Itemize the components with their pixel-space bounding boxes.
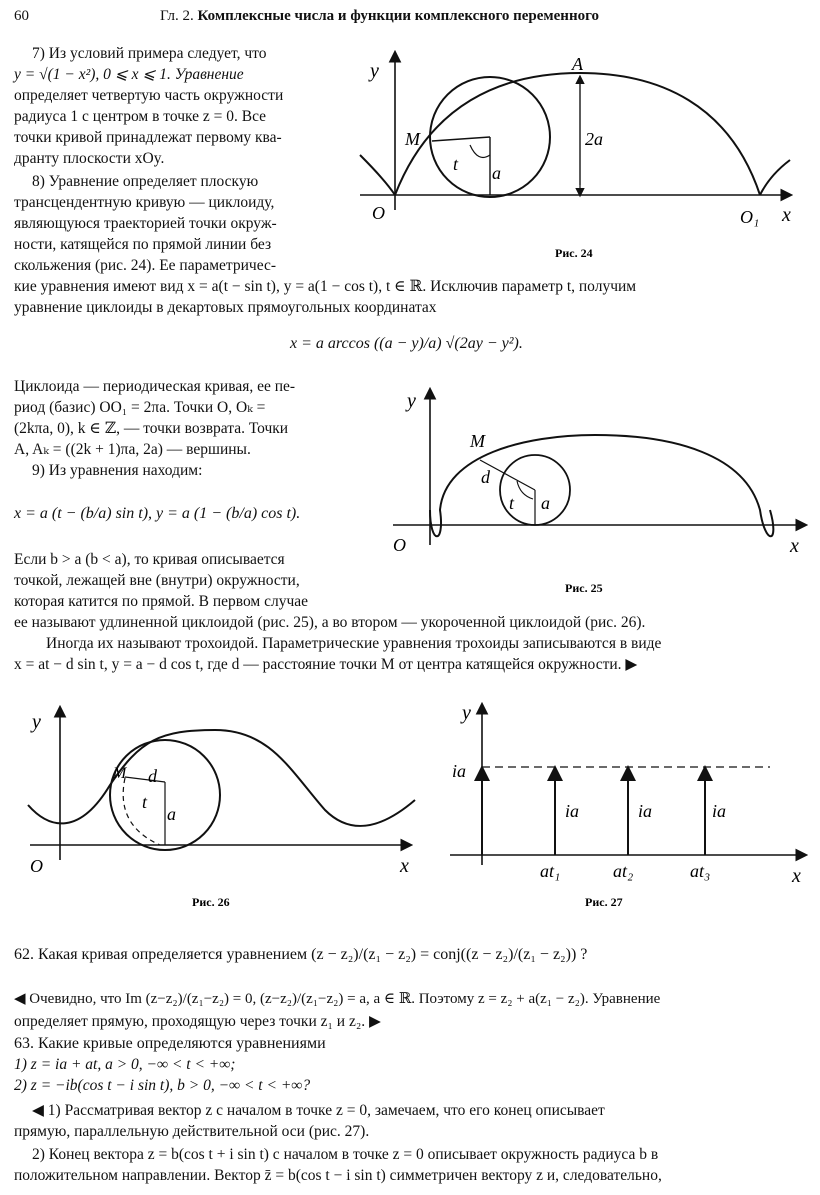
fig24-x-label: x [782, 204, 791, 226]
text-line: скольжения (рис. 24). Ее параметричес- [14, 257, 277, 274]
figure-25 [385, 385, 810, 600]
text-line: уравнение циклоиды в декартовых прямоугольных координатах [14, 299, 437, 316]
text-line: A, Aₖ = ((2k + 1)πa, 2a) — вершины. [14, 441, 251, 458]
fig25-a-label: a [541, 493, 550, 513]
text-line: точкой, лежащей вне (внутри) окружности, [14, 572, 300, 589]
fig24-caption: Рис. 24 [555, 246, 593, 260]
formula-trochoid: x = a (t − (b/a) sin t), y = a (1 − (b/a) cos t). [14, 505, 301, 522]
text-line: y = √(1 − x²), 0 ⩽ x ⩽ 1. Уравнение [14, 66, 244, 83]
text-line: положительном направлении. Вектор z̄ = b(cos t − i sin t) симметричен вектору z и, следовательно, [14, 1167, 662, 1184]
text-line: ◀ Очевидно, что Im (z−z₂)/(z₁−z₂) = 0, (z−z₂)/(z₁−z₂) = a, a ∈ ℝ. Поэтому z = z₂ + a(z₁ − z₂). Уравнение [14, 991, 661, 1007]
fig27-at3-label: at₃ [690, 861, 711, 881]
fig24-O-label: O [372, 203, 385, 223]
text-line: x = at − d sin t, y = a − d cos t, где d — расстояние точки M от центра катящейся окружности. ▶ [14, 656, 638, 673]
text-line: 7) Из условий примера следует, что [32, 45, 267, 62]
fig27-ia1-label: ia [565, 801, 580, 821]
figure-24 [350, 45, 810, 270]
fig25-M-label: M [470, 431, 485, 451]
fig26-M-label: M [113, 765, 127, 782]
formula-cycloid: x = a arccos ((a − y)/a) √(2ay − y²). [290, 335, 523, 352]
text-line: (2kπa, 0), k ∈ ℤ, — точки возврата. Точки [14, 420, 289, 437]
fig24-t-label: t [453, 154, 459, 174]
text-line: которая катится по прямой. В первом случае [14, 593, 309, 610]
fig24-O1-label: O₁ [740, 207, 760, 227]
fig26-caption: Рис. 26 [192, 895, 230, 909]
fig27-y-label: y [462, 702, 471, 724]
figure-26 [20, 700, 430, 910]
fig26-x-label: x [400, 855, 409, 877]
text-line: Если b > a (b < a), то кривая описывается [14, 551, 285, 568]
fig25-x-label: x [790, 535, 799, 557]
fig27-at2-label: at₂ [613, 861, 634, 881]
fig27-ia2-label: ia [638, 801, 653, 821]
text-line: кие уравнения имеют вид x = a(t − sin t), y = a(1 − cos t), t ∈ ℝ. Исключив параметр t, получим [14, 278, 637, 295]
text-line: 8) Уравнение определяет плоскую [32, 173, 259, 190]
chapter-label: Гл. 2. [160, 8, 194, 24]
fig26-d-label: d [148, 766, 157, 786]
text-line: определяет прямую, проходящую через точки z₁ и z₂. ▶ [14, 1013, 381, 1030]
text-line: ◀ 1) Рассматривая вектор z с началом в точке z = 0, замечаем, что его конец описывает [32, 1102, 605, 1119]
fig25-O-label: O [393, 535, 406, 555]
fig26-t-label: t [142, 792, 148, 812]
fig25-d-label: d [481, 467, 490, 487]
chapter-title: Комплексные числа и функции комплексного переменного [197, 8, 600, 24]
fig27-ia3-label: ia [712, 801, 727, 821]
text-line: Иногда их называют трохоидой. Параметрические уравнения трохоиды записываются в виде [46, 635, 662, 652]
figure-27 [440, 695, 810, 910]
fig27-at1-label: at₁ [540, 861, 561, 881]
fig24-height-label: 2a [585, 129, 603, 149]
problem-63: 63. Какие кривые определяются уравнениями [14, 1035, 326, 1052]
text-line: 2) Конец вектора z = b(cos t + i sin t) с началом в точке z = 0 описывает окружность радиуса b в [32, 1146, 659, 1163]
fig25-y-label: y [407, 390, 416, 412]
fig24-a-label: a [492, 163, 501, 183]
text-line: определяет четвертую часть окружности [14, 87, 284, 104]
fig27-x-label: x [792, 865, 801, 887]
text-line: ее называют удлиненной циклоидой (рис. 25), а во втором — укороченной циклоидой (рис. 26). [14, 614, 646, 631]
fig25-t-label: t [509, 493, 515, 513]
problem-62: 62. Какая кривая определяется уравнением (z − z₂)/(z₁ − z₂) = conj((z − z₂)/(z₁ − z₂)) ? [14, 946, 588, 963]
text-line: дранту плоскости xOy. [14, 150, 165, 167]
fig24-y-label: y [370, 60, 379, 82]
fig26-a-label: a [167, 804, 176, 824]
text-line: 1) z = ia + at, a > 0, −∞ < t < +∞; [14, 1056, 236, 1073]
text-line: 2) z = −ib(cos t − i sin t), b > 0, −∞ < t < +∞? [14, 1077, 311, 1094]
fig26-y-label: y [32, 711, 41, 733]
fig24-A-label: A [572, 54, 583, 74]
text-line: Циклоида — периодическая кривая, ее пе- [14, 378, 296, 395]
text-line: риод (базис) OO₁ = 2πa. Точки O, Oₖ = [14, 399, 266, 416]
fig26-O-label: O [30, 856, 43, 876]
text-line: являющуюся траекторией точки окруж- [14, 215, 277, 232]
text-line: радиуса 1 с центром в точке z = 0. Все [14, 108, 267, 125]
fig24-M-label: M [405, 129, 420, 149]
fig27-ia-axis-label: ia [452, 761, 467, 781]
fig25-caption: Рис. 25 [565, 581, 603, 595]
running-title [160, 8, 599, 25]
text-line: ности, катящейся по прямой линии без [14, 236, 272, 253]
text-line: трансцендентную кривую — циклоиду, [14, 194, 275, 211]
text-line: прямую, параллельную действительной оси (рис. 27). [14, 1123, 370, 1140]
text-line: точки кривой принадлежат первому ква- [14, 129, 282, 146]
page-number: 60 [14, 8, 29, 24]
fig27-caption: Рис. 27 [585, 895, 623, 909]
text-line: 9) Из уравнения находим: [32, 462, 203, 479]
